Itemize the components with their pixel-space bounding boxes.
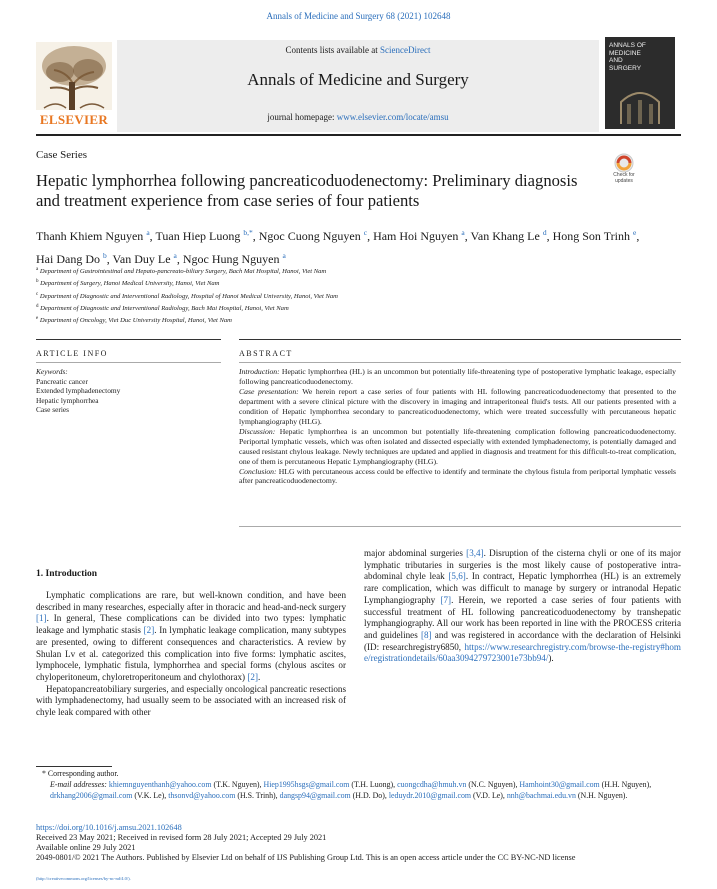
license-statement: 2049-0801/© 2021 The Authors. Published by Elsevier Ltd on behalf of IJS Publishing Group Ltd. This is an open access article under the CC BY-NC-ND license [36, 853, 576, 863]
author[interactable]: Ngoc Cuong Nguyen $^c$ [258, 228, 368, 243]
homepage-link[interactable]: www.elsevier.com/locate/amsu [336, 112, 449, 122]
abstract-body [239, 367, 676, 486]
keyword: Hepatic lymphorrhea [36, 395, 99, 405]
right-column-text [364, 548, 681, 665]
author[interactable]: Van Duy Le $^a$ [112, 251, 177, 266]
affiliation: $^e$ Department of Oncology, Viet Duc University Hospital, Hanoi, Viet Nam [36, 316, 232, 325]
footnotes [36, 768, 681, 801]
author[interactable]: Ham Hoi Nguyen $^a$ [373, 228, 465, 243]
citation-link[interactable]: [8] [420, 629, 432, 640]
affiliation: $^a$ Department of Gastrointestinal and Hepato-pancreato-biliary Surgery, Bach Mai Hospital, Hanoi, Viet Nam [36, 267, 327, 276]
citation-link[interactable]: [7] [440, 594, 452, 605]
email-link[interactable]: drkhang2006@gmail.com [50, 791, 133, 801]
author[interactable]: Thanh Khiem Nguyen $^a$ [36, 228, 150, 243]
contents-line: Contents lists available at ScienceDirect [285, 45, 431, 55]
author[interactable]: Van Khang Le $^d$ [470, 228, 547, 243]
author[interactable]: Hai Dang Do $^b$ [36, 251, 107, 266]
journal-title: Annals of Medicine and Surgery [247, 70, 469, 89]
author[interactable]: Hong Son Trinh $^e$ [552, 228, 637, 243]
keyword: Extended lymphadenectomy [36, 386, 121, 396]
affiliation: $^b$ Department of Surgery, Hanoi Medical University, Hanoi, Viet Nam [36, 279, 220, 288]
article-dates-block [36, 823, 681, 863]
abstract-top-rule [239, 339, 681, 340]
keyword: Case series [36, 405, 70, 415]
article-info-heading: ARTICLE INFO [36, 349, 108, 358]
left-column-text [36, 590, 346, 719]
email-link[interactable]: nnh@bachmai.edu.vn [506, 791, 576, 801]
received-dates: Received 23 May 2021; Received in revised form 28 July 2021; Accepted 29 July 2021 [36, 833, 327, 843]
author[interactable]: Tuan Hiep Luong $^{b,*}$ [155, 228, 253, 243]
cover-arch-icon [617, 88, 663, 124]
sciencedirect-link[interactable]: ScienceDirect [380, 45, 431, 55]
email-link[interactable]: leduydr.2010@gmail.com [388, 791, 472, 801]
abstract-bottom-rule [239, 526, 681, 527]
keywords-label: Keywords: [36, 367, 68, 376]
footnote-rule [36, 766, 112, 767]
affiliation: $^c$ Department of Diagnostic and Interventional Radiology, Hospital of Hanoi Medical University, Hanoi, Viet Nam [36, 291, 338, 300]
article-info-rule [36, 362, 221, 363]
abstract-discussion: Discussion: Hepatic lymphorrhea is an uncommon but potentially life-threatening complication following pancreaticoduodenectomy. Periportal lymphatic vessels, which was often isolated and dissected especially with extended lymphadenectomy, is potentially damaged and caused resistant chylous leakage. Newly techniques are updated and applied in diagnosis and treatment for this difficult-to-treat complication, one of them is percutaneous Hepatic Lymphangiography (HLG). [239, 426, 676, 466]
abstract-conclusion: Conclusion: HLG with percutaneous access could be effective to identify and terminate the chylous fistula from periportal lymphatic vessels after pancreaticoduodenectomy. [239, 466, 676, 486]
paragraph: major abdominal surgeries [3,4]. Disruption of the cisterna chyli or one of its major lymphatic tributaries in surgeries is the most likely cause of postoperative intra-abdominal chyle leak [5,6]. In contract, Hepatic lymphorrhea (HL) is an extremely rare complication, which was difficult to manage by surgery or intranodal Hepatic Lymphangiography [7]. Herein, we reported a case series of four patients with successful treatment of HL following pancreaticoduodenectomy by transhepatic lymphangiography. All our work has been reported in line with the PROCESS criteria and guidelines [8] and was registered in accordance with the declaration of Helsinki (ID: researchregistry6850, https://www.researchregistry.com/browse-the-registry#home/registrationdetails/60aa3094279723001e73bb94/). [364, 548, 681, 664]
available-online: Available online 29 July 2021 [36, 843, 136, 853]
doi-link[interactable]: https://doi.org/10.1016/j.amsu.2021.102648 [36, 823, 182, 832]
header-divider [36, 134, 681, 136]
journal-citation-line[interactable]: Annals of Medicine and Surgery 68 (2021) 102648 [266, 11, 451, 21]
abstract-introduction: Introduction: Hepatic lymphorrhea (HL) is an uncommon but potentially life-threatening type of postoperative lymphatic leakage, especially following pancreaticoduodenectomy. [239, 367, 676, 386]
author-list: Thanh Khiem Nguyen $^a$, Tuan Hiep Luong $^{b,*}$, Ngoc Cuong Nguyen $^c$, Ham Hoi Nguyen $^a$, Van Khang Le $^d$, Hong Son Trinh $^e$, Hai Dang Do $^b$, Van Duy Le $^a$, Ngoc Hung Nguyen $^a$ [36, 228, 640, 266]
keywords-block [36, 367, 221, 415]
citation-link[interactable]: [2] [247, 671, 258, 682]
email-link[interactable]: khiemnguyenthanh@yahoo.com [108, 780, 212, 790]
email-link[interactable]: Hamhoint30@gmail.com [519, 780, 600, 790]
registry-link[interactable]: https://www.researchregistry.com/browse-the-registry#home/registrationdetails/60aa3094279723001e73bb94/ [364, 641, 681, 664]
elsevier-wordmark: ELSEVIER [39, 112, 109, 127]
citation-link[interactable]: [1] [36, 613, 47, 624]
email-link[interactable]: cuongcdha@hmuh.vn [397, 780, 467, 790]
citation-link[interactable]: [5,6] [448, 571, 466, 582]
article-info-top-rule [36, 339, 221, 340]
email-link[interactable]: dangsp94@gmail.com [279, 791, 351, 801]
affiliations [36, 265, 676, 326]
article-title: Hepatic lymphorrhea following pancreaticoduodenectomy: Preliminary diagnosis and treatment experience from case series of four patients [36, 171, 578, 210]
affiliation: $^d$ Department of Diagnostic and Interventional Radiology, Bach Mai Hospital, Hanoi, Viet Nam [36, 303, 289, 313]
corresponding-author-note: * Corresponding author. [42, 769, 119, 778]
journal-cover-title: ANNALS OF MEDICINE AND SURGERY [609, 42, 646, 72]
article-type: Case Series [36, 149, 88, 161]
keyword: Pancreatic cancer [36, 376, 88, 386]
email-link[interactable]: Hiep1995hsgs@gmail.com [263, 780, 350, 790]
email-link[interactable]: thsonvd@yahoo.com [168, 791, 236, 801]
abstract-case-presentation: Case presentation: We herein report a case series of four patients with HL following pancreaticoduodenectomy that presented to the department with a severe clinical picture with the discovery in imaging and intraperitoneal fluid's tests. All our patients presented with a condition of Hepatic lymphorrhea secondary to pancreaticoduodenectomy, which were treated successfully with percutaneous hepatic lymphangiography (HLG). [239, 386, 676, 426]
paragraph: Lymphatic complications are rare, but well-known condition, and have been described in many researches, especially after in thoracic and head-and-neck surgery [1]. In general, These complications can be divided into two types: lymphatic leakage and lymphatic stasis [2]. In lymphatic leakage complication, many subtypes are presented, owing to different consequences and characteristics. A review by Shulan Lv et al. categorized this complication into five forms: lymphatic ascites, lymphocele, lymphatic fistula, lymphorrhea and special forms (chylous ascites or chyloperitoneum, chyloretroperitoneum and chylothorax) [2]. [36, 590, 347, 682]
citation-link[interactable]: [3,4] [466, 548, 484, 558]
check-for-updates-label: Check for updates [613, 172, 635, 184]
license-link[interactable]: (http://creativecommons.org/licenses/by-nc-nd/4.0/). [36, 876, 131, 881]
journal-homepage-line: journal homepage: www.elsevier.com/locate/amsu [267, 112, 449, 122]
citation-link[interactable]: [2] [143, 625, 155, 636]
email-addresses: E-mail addresses: khiemnguyenthanh@yahoo.com (T.K. Nguyen), Hiep1995hsgs@gmail.com (T.H. Luong), cuongcdha@hmuh.vn (N.C. Nguyen), Hamhoint30@gmail.com (H.H. Nguyen), drkhang2006@gmail.com (V.K. Le), thsonvd@yahoo.com (H.S. Trinh), dangsp94@gmail.com (H.D. Do), leduydr.2010@gmail.com (V.D. Le), nnh@bachmai.edu.vn (N.H. Nguyen). [50, 780, 652, 801]
abstract-heading: ABSTRACT [239, 349, 293, 358]
introduction-heading: 1. Introduction [36, 569, 98, 579]
author[interactable]: Ngoc Hung Nguyen $^a$ [182, 251, 286, 266]
paragraph: Hepatopancreatobiliary surgeries, and especially oncological pancreatic resections with lymphadenectomy, had usually seem to be associated with an increased risk of chyle leak compared with other [36, 683, 346, 718]
abstract-rule [239, 362, 681, 363]
